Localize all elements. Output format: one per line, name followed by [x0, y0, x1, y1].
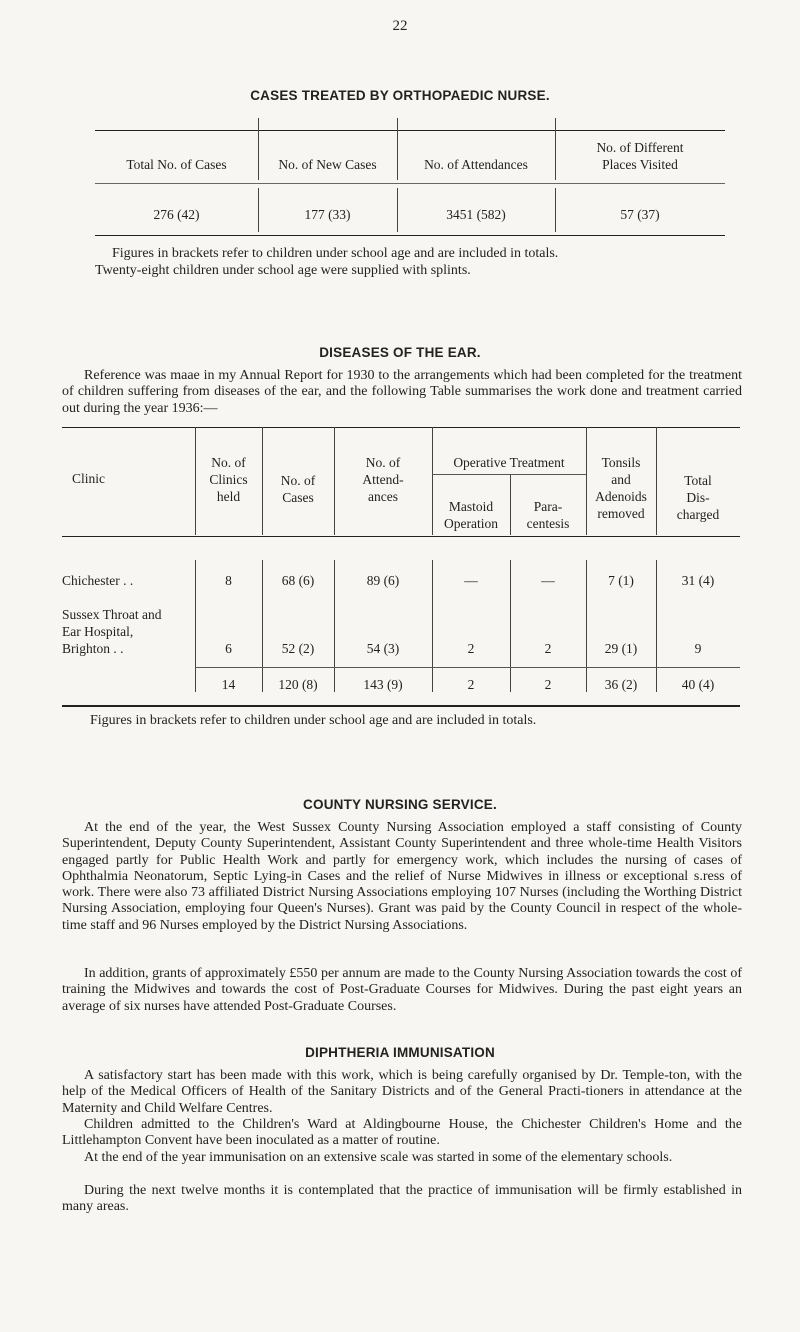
ortho-title: CASES TREATED BY ORTHOPAEDIC NURSE. — [250, 88, 550, 103]
ear-row2-para: 2 — [544, 641, 552, 656]
ear-header-tonsils-2: and — [611, 472, 631, 487]
ortho-value-total: 276 (42) — [153, 207, 200, 222]
ear-header-operative: Operative Treatment — [453, 455, 565, 470]
ear-row2-mastoid: 2 — [467, 641, 475, 656]
ortho-value-attendances: 3451 (582) — [446, 207, 506, 222]
ear-header-cases-2: Cases — [282, 490, 314, 505]
ortho-header-places-1: No. of Different — [596, 140, 684, 155]
ear-header-cases-1: No. of — [280, 473, 316, 488]
nursing-para-1: At the end of the year, the West Sussex County Nursing Association employed a staff consisting of County Superintendent, Deputy County Superintendent, Assistant County Superintendent and three whole-time Health Visitors engaged partly for Public Health Work and partly for emergency work, which includes the nursing of cases of Ophthalmia Neonatorum, Septic Lying-in Cases and the relief of Nurse Midwives in illness or exceptional s.ress of work. There were also 73 affiliated District Nursing Associations employing 107 Nurses (including the Worthing District Nursing Association, employing four Queen's Nurses). Grant was paid by the County Council in respect of the whole-time staff and 96 Nurses employed by the District Nursing Associations. — [62, 820, 742, 933]
ear-header-mastoid-2: Operation — [444, 516, 498, 531]
ortho-header-total: Total No. of Cases — [126, 157, 227, 172]
diphtheria-para-3: At the end of the year immunisation on an extensive scale was started in some of the elementary schools. — [84, 1150, 673, 1165]
ear-row2-tonsils: 29 (1) — [604, 641, 638, 656]
nursing-para-2: In addition, grants of approximately £550 per annum are made to the County Nursing Association towards the cost of training the Midwives and towards the cost of Post-Graduate Courses for Midwives. During the past eight years an average of six nurses have attended Post-Graduate Courses. — [62, 966, 742, 1014]
ear-total-held: 14 — [221, 677, 236, 692]
ear-bottom-rule — [62, 705, 740, 707]
ear-header-para-1: Para- — [533, 499, 563, 514]
ear-row1-mastoid: — — [464, 573, 478, 588]
ear-header-total-2: Dis- — [686, 490, 710, 505]
ear-total-para: 2 — [544, 677, 552, 692]
ortho-header-places-2: Places Visited — [602, 157, 678, 172]
ear-row2-cases: 52 (2) — [281, 641, 315, 656]
ear-header-para-2: centesis — [526, 516, 570, 531]
ear-header-held-3: held — [216, 489, 241, 504]
ear-header-rule — [62, 536, 740, 537]
ortho-mid-rule — [95, 183, 725, 184]
ortho-value-places: 57 (37) — [620, 207, 660, 222]
ear-header-att-3: ances — [368, 489, 398, 504]
ear-note: Figures in brackets refer to children under school age and are included in totals. — [90, 713, 537, 728]
ear-row1-tonsils: 7 (1) — [608, 573, 634, 588]
ear-row1-total: 31 (4) — [681, 573, 715, 588]
ear-row2-clinic-2: Ear Hospital, — [62, 624, 134, 639]
ear-row1-clinic: Chichester . . — [62, 573, 134, 588]
nursing-title: COUNTY NURSING SERVICE. — [303, 797, 497, 812]
ear-row1-attendances: 89 (6) — [366, 573, 400, 588]
ear-header-clinic: Clinic — [72, 471, 105, 486]
ear-intro: Reference was maae in my Annual Report for 1930 to the arrangements which had been completed for the treatment of children suffering from diseases of the ear, and the following Table summarises the work done and treatment carried out during the year 1936:— — [62, 368, 742, 416]
ortho-bottom-rule — [95, 235, 725, 236]
ear-header-held-1: No. of — [211, 455, 246, 470]
ear-header-mastoid-1: Mastoid — [448, 499, 494, 514]
ear-header-held-2: Clinics — [209, 472, 248, 487]
ortho-note-1: Figures in brackets refer to children under school age and are included in totals. — [112, 246, 559, 261]
ear-total-tonsils: 36 (2) — [604, 677, 638, 692]
ear-total-mastoid: 2 — [467, 677, 475, 692]
diphtheria-para-1: A satisfactory start has been made with this work, which is being carefully organised by Dr. Temple-ton, with the help of the Medical Officers of Health of the Sanitary Districts and of the General Practi-tioners in attendance at the Maternity and Child Welfare Centres. — [62, 1068, 742, 1116]
ear-header-total-3: charged — [676, 507, 720, 522]
ear-row2-held: 6 — [225, 641, 232, 656]
ortho-note-2: Twenty-eight children under school age were supplied with splints. — [95, 263, 471, 278]
ear-header-total-1: Total — [684, 473, 712, 488]
ear-header-tonsils-4: removed — [597, 506, 645, 521]
diphtheria-title: DIPHTHERIA IMMUNISATION — [305, 1045, 495, 1060]
ear-total-attendances: 143 (9) — [363, 677, 403, 692]
ortho-top-rule — [95, 130, 725, 131]
ear-top-rule — [62, 427, 740, 428]
ear-row1-cases: 68 (6) — [281, 573, 315, 588]
page-number: 22 — [392, 18, 408, 34]
ortho-header-attendances: No. of Attendances — [424, 157, 528, 172]
ear-row2-total: 9 — [694, 641, 702, 656]
diphtheria-para-4: During the next twelve months it is contemplated that the practice of immunisation will be firmly established in many areas. — [62, 1183, 742, 1215]
ear-total-total: 40 (4) — [681, 677, 715, 692]
ear-header-att-1: No. of — [365, 455, 401, 470]
ear-row1-para: — — [541, 573, 555, 588]
diphtheria-para-2: Children admitted to the Children's Ward at Aldingbourne House, the Chichester Children's Home and the Littlehampton Convent have been inoculated as a matter of routine. — [62, 1117, 742, 1149]
ear-row2-clinic-3: Brighton . . — [62, 641, 124, 656]
ear-row2-clinic-1: Sussex Throat and — [62, 607, 162, 622]
ear-total-cases: 120 (8) — [278, 677, 318, 692]
ear-title: DISEASES OF THE EAR. — [319, 345, 481, 360]
ear-header-tonsils-3: Adenoids — [595, 489, 647, 504]
ear-operative-rule — [432, 474, 586, 475]
ear-header-att-2: Attend- — [362, 472, 404, 487]
ear-header-tonsils-1: Tonsils — [601, 455, 641, 470]
ear-totals-rule — [195, 667, 740, 668]
ortho-value-new: 177 (33) — [304, 207, 351, 222]
ear-row1-held: 8 — [225, 573, 232, 588]
ear-row2-attendances: 54 (3) — [366, 641, 400, 656]
ortho-header-new: No. of New Cases — [278, 157, 377, 172]
